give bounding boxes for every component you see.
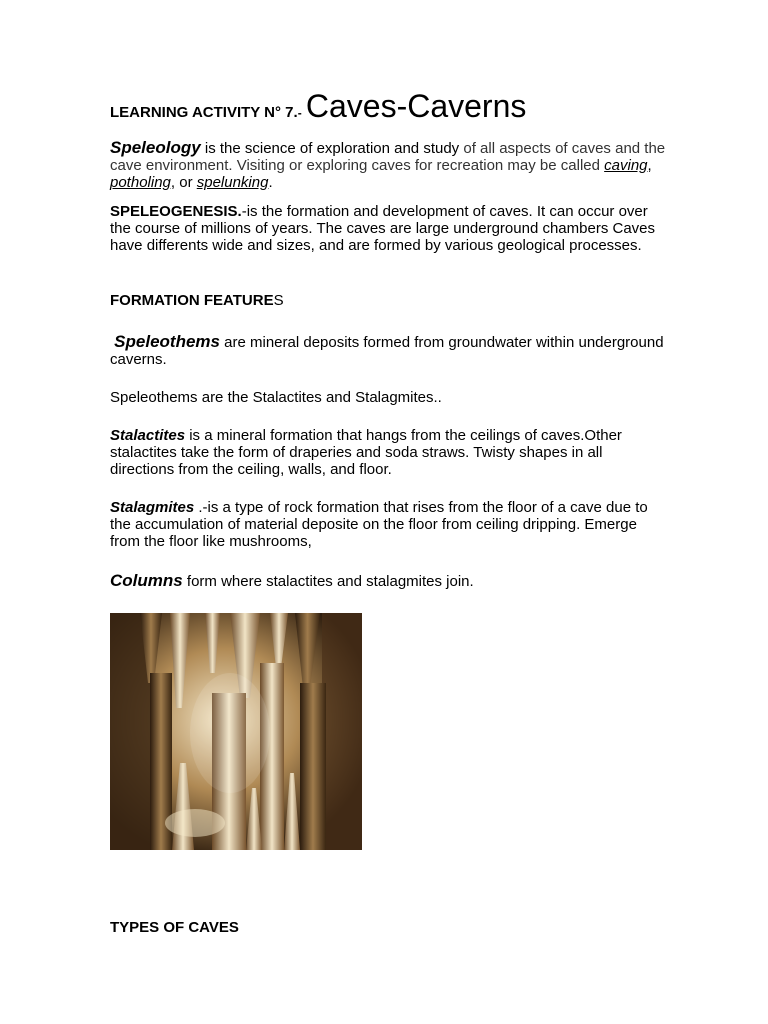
- speleology-sep-2: , or: [170, 174, 197, 191]
- stalactites-text: is a mineral formation that hangs from the ceilings of caves.Other stalactites take the form of draperies and soda straws. Twisty shapes in all directions from the ceiling, walls, and floor.: [110, 427, 622, 478]
- cave-formations-photo: [110, 613, 362, 850]
- stalagmites-term: Stalagmites: [110, 499, 195, 516]
- stalactites-term: Stalactites: [110, 427, 186, 444]
- speleology-paragraph: [110, 139, 670, 191]
- types-of-caves-heading: [110, 919, 670, 936]
- speleothems-term: Speleothems: [114, 332, 220, 351]
- stalactites-paragraph: [110, 427, 670, 478]
- stalagmites-paragraph: [110, 499, 670, 550]
- types-heading-text: TYPES OF CAVES: [110, 919, 239, 936]
- formation-heading-last: S: [273, 292, 284, 309]
- speleothems-list: Speleothems are the Stalactites and Stalagmites..: [110, 389, 442, 406]
- formation-features-heading: [110, 292, 670, 309]
- speleothems-paragraph: [110, 333, 670, 368]
- spelunking-link[interactable]: spelunking: [196, 174, 269, 191]
- caving-link[interactable]: caving: [604, 157, 648, 174]
- speleothems-text: are mineral deposits formed from groundwater within underground caverns.: [110, 334, 664, 368]
- title-label: LEARNING ACTIVITY N° 7.: [110, 104, 298, 121]
- speleology-sep-1: ,: [647, 157, 652, 174]
- stalagmites-text: .-is a type of rock formation that rises from the floor of a cave due to the accumulation of material deposite on the floor from ceiling dripping. Emerge from the floor like mushrooms,: [110, 499, 648, 550]
- speleology-end: .: [268, 174, 273, 191]
- speleogenesis-text: -is the formation and development of caves. It can occur over the course of millions of years. The caves are large underground chambers Caves have differents wide and sizes, and are formed by various geological processes.: [110, 203, 656, 254]
- speleology-text-1: is the science of exploration and study: [200, 140, 460, 157]
- title-main: Caves-Caverns: [305, 88, 527, 124]
- speleogenesis-term: SPELEOGENESIS.: [110, 203, 242, 220]
- title-dash: -: [297, 106, 302, 120]
- formation-heading-main: FORMATION FEATURE: [110, 292, 274, 309]
- potholing-link[interactable]: potholing: [110, 174, 171, 191]
- speleogenesis-paragraph: [110, 203, 670, 254]
- columns-term: Columns: [110, 571, 183, 590]
- columns-text: form where stalactites and stalagmites join.: [182, 573, 474, 590]
- speleology-term: Speleology: [110, 138, 201, 157]
- speleology-text-2: of all aspects of caves and the cave environment. Visiting or exploring caves for recreation may be called: [110, 140, 666, 174]
- page-title: [110, 88, 670, 124]
- columns-paragraph: [110, 572, 670, 590]
